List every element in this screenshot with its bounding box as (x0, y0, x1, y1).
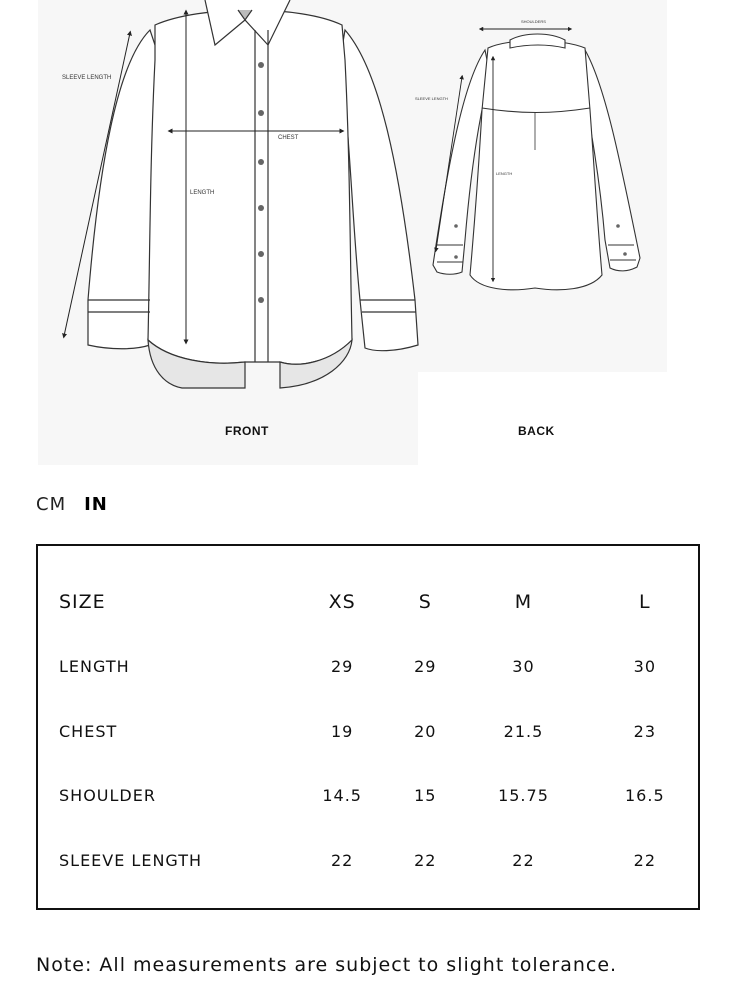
size-chart-table (36, 544, 700, 910)
table-cell: 29 (330, 657, 354, 677)
front-sleeve-length-text: SLEEVE LENGTH (62, 75, 112, 81)
table-row (38, 828, 698, 893)
size-header-m: M (514, 591, 533, 614)
table-cell: 19 (330, 721, 354, 741)
table-cell: 30 (512, 657, 535, 677)
back-sleeve-length-text: SLEEVE LENGTH (415, 96, 448, 101)
table-header-row (38, 570, 698, 635)
row-label: CHEST (59, 721, 118, 741)
size-header-label: SIZE (59, 591, 106, 614)
table-cell: 21.5 (503, 721, 544, 741)
row-label: LENGTH (59, 657, 130, 677)
front-length-text: LENGTH (190, 190, 215, 196)
table-cell: 20 (414, 721, 437, 741)
tolerance-note: Note: All measurements are subject to slight tolerance. (36, 954, 618, 976)
unit-toggle (36, 492, 108, 516)
unit-option-cm[interactable]: CM (36, 493, 67, 515)
table-row (38, 635, 698, 700)
table-cell: 30 (633, 657, 656, 677)
back-view-label: BACK (518, 424, 555, 438)
back-shoulders-text: SHOULDERS (521, 19, 546, 24)
table-row (38, 764, 698, 829)
front-chest-text: CHEST (278, 135, 299, 141)
table-cell: 29 (414, 657, 437, 677)
table-cell: 23 (633, 721, 656, 741)
row-label: SLEEVE LENGTH (59, 850, 203, 870)
front-view-label: FRONT (225, 424, 269, 438)
back-length-text: LENGTH (496, 171, 513, 176)
table-row (38, 699, 698, 764)
table-cell: 16.5 (625, 786, 665, 806)
table-cell: 22 (330, 850, 354, 870)
row-label: SHOULDER (59, 786, 156, 806)
size-header-l: L (639, 591, 651, 614)
table-cell: 22 (633, 850, 656, 870)
table-cell: 22 (512, 850, 535, 870)
unit-option-in[interactable]: IN (84, 493, 108, 515)
shirt-technical-drawing (0, 0, 739, 470)
table-cell: 15.75 (498, 786, 549, 806)
size-header-xs: XS (328, 591, 356, 614)
size-header-s: S (418, 591, 432, 614)
table-cell: 15 (414, 786, 437, 806)
garment-diagram (0, 0, 739, 470)
table-cell: 22 (414, 850, 437, 870)
table-cell: 14.5 (322, 786, 362, 806)
